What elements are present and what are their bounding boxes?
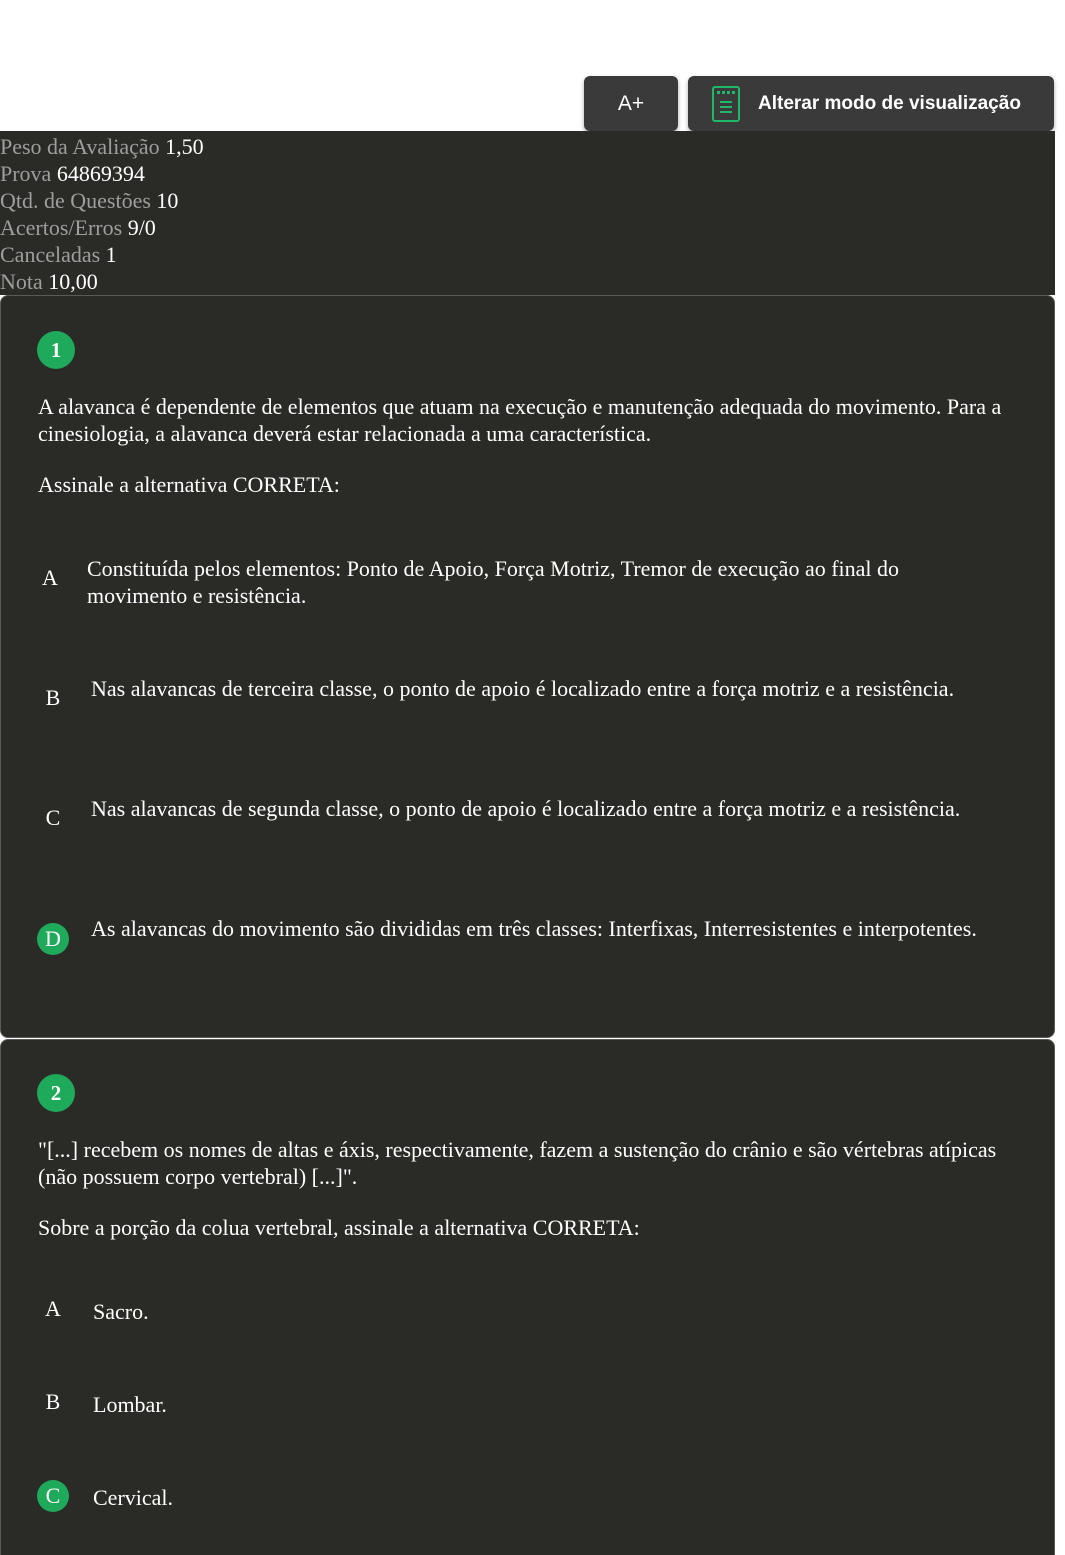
option-text: Nas alavancas de terceira classe, o ponto de apoio é localizado entre a força motriz e a resistência. bbox=[91, 676, 955, 701]
summary-value: 10,00 bbox=[48, 269, 98, 294]
summary-value: 9/0 bbox=[127, 215, 156, 240]
option-letter: C bbox=[45, 805, 61, 830]
summary-label: Canceladas bbox=[0, 242, 101, 267]
summary-value: 10 bbox=[156, 188, 179, 213]
summary-label: Acertos/Erros bbox=[0, 215, 123, 240]
option-text: Nas alavancas de segunda classe, o ponto de apoio é localizado entre a força motriz e a resistência. bbox=[91, 796, 961, 821]
summary-row-hits-errors bbox=[0, 214, 1055, 241]
summary-value: 1 bbox=[105, 242, 117, 267]
question-card-1 bbox=[0, 295, 1055, 1038]
option-text: Sacro. bbox=[93, 1299, 149, 1324]
change-view-mode-button[interactable] bbox=[688, 76, 1054, 131]
option-text: As alavancas do movimento são divididas em três classes: Interfixas, Interresistentes e interpotentes. bbox=[91, 916, 977, 941]
change-view-mode-label: Alterar modo de visualização bbox=[758, 92, 1021, 114]
summary-label: Qtd. de Questões bbox=[0, 188, 151, 213]
option-letter: B bbox=[45, 685, 61, 710]
summary-row-exam bbox=[0, 160, 1055, 187]
option-text: Cervical. bbox=[93, 1485, 174, 1510]
summary-row-grade bbox=[0, 268, 1055, 295]
summary-value: 1,50 bbox=[165, 134, 204, 159]
question-number-badge: 1 bbox=[37, 331, 75, 369]
evaluation-summary bbox=[0, 131, 1055, 295]
question-instruction: Sobre a porção da colua vertebral, assinale a alternativa CORRETA: bbox=[38, 1215, 640, 1240]
question-instruction: Assinale a alternativa CORRETA: bbox=[38, 472, 340, 497]
summary-row-question-count bbox=[0, 187, 1055, 214]
summary-label: Nota bbox=[0, 269, 43, 294]
correct-option-badge: C bbox=[37, 1480, 69, 1512]
summary-label: Prova bbox=[0, 161, 52, 186]
question-text: A alavanca é dependente de elementos que atuam na execução e manutenção adequada do movimento. Para a cinesiologia, a alavanca deverá estar relacionada a uma característica. bbox=[38, 394, 1002, 446]
document-view-icon bbox=[712, 86, 740, 122]
increase-font-label: A+ bbox=[617, 91, 645, 115]
summary-label: Peso da Avaliação bbox=[0, 134, 160, 159]
question-number-badge: 2 bbox=[37, 1074, 75, 1112]
correct-option-badge: D bbox=[37, 923, 69, 955]
option-letter: B bbox=[45, 1389, 61, 1414]
option-letter: A bbox=[45, 1296, 61, 1321]
option-text: Constituída pelos elementos: Ponto de Apoio, Força Motriz, Tremor de execução ao final do movimento e resistência. bbox=[87, 556, 900, 608]
option-letter: A bbox=[42, 565, 58, 590]
option-text: Lombar. bbox=[93, 1392, 167, 1417]
increase-font-button[interactable] bbox=[584, 76, 678, 131]
summary-value: 64869394 bbox=[56, 161, 145, 186]
question-card-2 bbox=[0, 1039, 1055, 1555]
summary-row-weight bbox=[0, 133, 1055, 160]
summary-row-cancelled bbox=[0, 241, 1055, 268]
question-text: "[...] recebem os nomes de altas e áxis, respectivamente, fazem a sustenção do crânio e são vértebras atípicas (não possuem corpo vertebral) [...]". bbox=[38, 1137, 997, 1189]
